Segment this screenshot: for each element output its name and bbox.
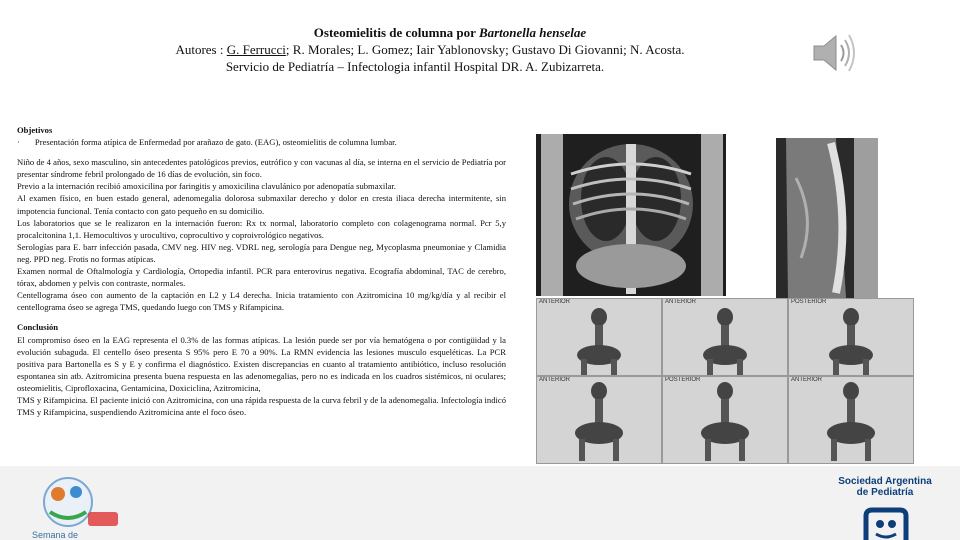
objetivos-heading: Objetivos bbox=[17, 125, 53, 135]
sap-name bbox=[825, 476, 945, 498]
caso-paragraph: Examen normal de Oftalmología y Cardiología, Ortopedia infantil. PCR para enterovirus negativa. Ecografía abdominal, TAC de cerebro, tórax, abdomen y pelvis con contraste, normales. bbox=[17, 266, 506, 289]
footer-band bbox=[0, 466, 960, 540]
sap-line1: Sociedad Argentina bbox=[838, 476, 932, 487]
bullet: · bbox=[17, 137, 20, 148]
scan-label: ANTERIOR bbox=[665, 299, 697, 305]
objetivos-item bbox=[17, 136, 506, 148]
caso-paragraph: Previo a la internación recibió amoxicilina por faringitis y amoxicilina clavulánico por adenopatía submaxilar. bbox=[17, 181, 396, 192]
title-text: Osteomielitis de columna por bbox=[313, 25, 479, 40]
caso-paragraph: Centellograma óseo con aumento de la captación en L2 y L4 derecha. Inicia tratamiento con Azitromicina 10 mg/kg/día y al recibir el centellograma óseo se agrega TMS, quedando luego con TMS y Rifampicina. bbox=[17, 290, 506, 313]
bone-scan-panel bbox=[536, 376, 662, 464]
conclusion-heading: Conclusión bbox=[17, 322, 59, 333]
scan-figure bbox=[537, 377, 661, 463]
bone-scan-panel bbox=[788, 376, 914, 464]
objetivos-text: Presentación forma atípica de Enfermedad por arañazo de gato. (EAG), osteomielitis de columna lumbar. bbox=[34, 137, 397, 148]
scan-label: POSTERIOR bbox=[791, 299, 827, 305]
authors-line bbox=[0, 41, 820, 58]
caso-paragraph: Al examen físico, en buen estado general, adenomegalia dolorosa submaxilar derecho y dolor en cresta iliaca derecha intermitente, sin impotencia funcional. Tenía contacto con gato pequeño en su domicilio. bbox=[17, 193, 506, 216]
xray-frontal-image bbox=[536, 134, 726, 296]
caso-paragraph: Niño de 4 años, sexo masculino, sin antecedentes patológicos previos, eutrófico y con vacunas al día, se interna en el servicio de Pediatría por presentar síndrome febril prolongado de 16 días de evolución, sin foco. bbox=[17, 157, 506, 180]
scan-figure bbox=[537, 299, 661, 375]
authors-rest: ; R. Morales; L. Gomez; Iair Yablonovsky; Gustavo Di Giovanni; N. Acosta. bbox=[285, 42, 685, 57]
bone-scan-panel bbox=[662, 376, 788, 464]
service-line bbox=[0, 58, 820, 75]
caso-paragraph: Serologías para E. barr infección pasada, CMV neg. HIV neg. VDRL neg, serología para Dengue neg, Mycoplasma pneumoniae y Clamidia neg. PPD neg. Frotis no formas atípicas. bbox=[17, 241, 506, 264]
semana-text: Semana de bbox=[32, 530, 79, 540]
conclusion-paragraph: TMS y Rifampicina. El paciente inició con Azitromicina, con una rápida respuesta de la curva febril y de la adenomegalia. Infectología indicó TMS y Rifampicina, suspendiendo Azitromicina ante el foco óseo. bbox=[17, 394, 506, 418]
semana-logo bbox=[18, 472, 138, 540]
sap-logo bbox=[860, 506, 912, 540]
scan-label: ANTERIOR bbox=[539, 299, 571, 305]
body-text bbox=[17, 124, 506, 418]
scan-label: ANTERIOR bbox=[791, 377, 823, 383]
speaker-icon[interactable] bbox=[810, 30, 858, 76]
scan-label: POSTERIOR bbox=[665, 377, 701, 383]
title-italic: Bartonella henselae bbox=[478, 25, 587, 40]
poster-header bbox=[0, 24, 820, 75]
bone-scan-panel bbox=[662, 298, 788, 376]
xray-lateral-image bbox=[776, 138, 878, 298]
poster-title bbox=[0, 24, 820, 41]
authors-prefix: Autores : bbox=[175, 42, 227, 57]
scan-label: ANTERIOR bbox=[539, 377, 571, 383]
bone-scan-panel bbox=[536, 298, 662, 376]
scan-figure bbox=[663, 377, 787, 463]
scan-figure bbox=[663, 299, 787, 375]
caso-paragraph: Los laboratorios que se le realizaron en la internación fueron: Rx tx normal, laboratorio completo con colagenograma normal. Pcr 5,y procalcitonina 1,1. Hemocultivos y urocultivo, coprocultivo y coproivrológico negativos. bbox=[17, 217, 506, 240]
service-text: Servicio de Pediatría – Infectologia infantil Hospital DR. A. Zubizarreta. bbox=[225, 59, 605, 74]
scan-figure bbox=[789, 299, 913, 375]
scan-figure bbox=[789, 377, 913, 463]
bone-scan-panel bbox=[788, 298, 914, 376]
sap-line2: de Pediatría bbox=[856, 487, 914, 498]
conclusion-paragraph: El compromiso óseo en la EAG representa el 0.3% de las formas atípicas. La lesión puede ser por vía hematógena o por contigüidad y la evolución subaguda. El centello óseo presenta S 95% pero E 70 a 90%. La RMN evidencia las lesiones musculo esqueléticas. La PCR positiva para Bartonella es S y E y confirma el diagnóstico. Existen discrepancias en cuanto al tratamiento antibiótico, incluso resolución espontanea sin atb. Azitromicina presenta buena respuesta en las adenomegalias, pero no es indicada en los cuadros sistémicos, ni oculares; osteomielitis, Ciprofloxacina, Gentamicina, Doxiciclina, Azitromicina, bbox=[17, 334, 506, 393]
authors-underlined: G. Ferrucci bbox=[226, 42, 286, 57]
xray-frontal-drawing bbox=[536, 134, 726, 296]
xray-lateral-drawing bbox=[776, 138, 878, 298]
